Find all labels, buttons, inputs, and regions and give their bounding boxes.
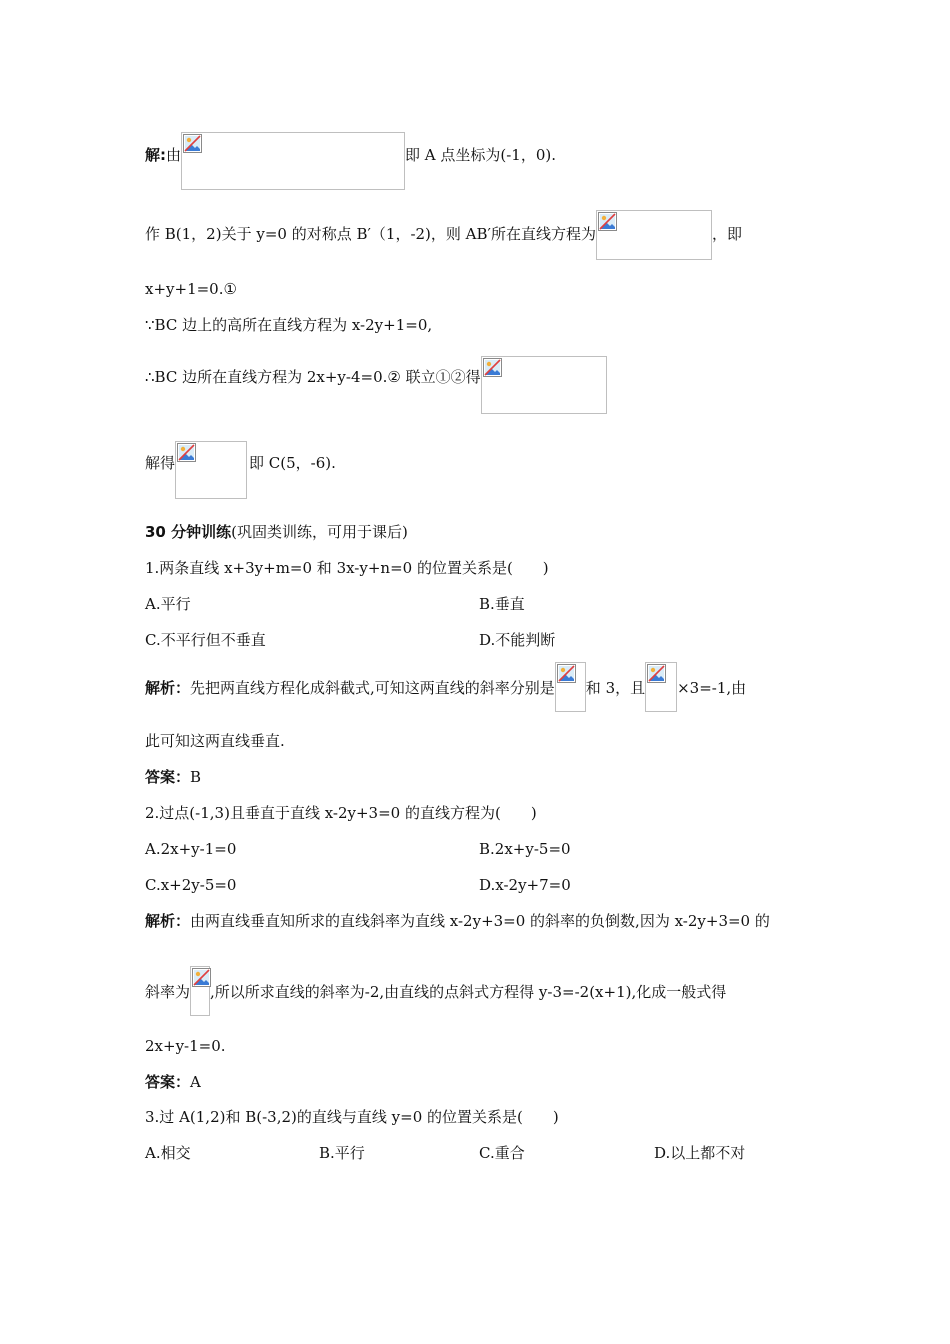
solution-text: 作 B(1，2)关于 y=0 的对称点 B′（1，-2)，则 AB′所在直线方程为 xyxy=(145,225,596,243)
answer-label: 答案： xyxy=(145,768,191,786)
q1-stem xyxy=(145,558,549,578)
q1-analysis xyxy=(145,662,746,712)
q2-option-b: B.2x+y-5=0 xyxy=(479,840,571,858)
section-subtitle: (巩固类训练，可用于课后) xyxy=(231,523,408,541)
q1-option-d: D.不能判断 xyxy=(479,631,556,649)
q3-option-c: C.重合 xyxy=(479,1144,525,1162)
analysis-text: 由两直线垂直知所求的直线斜率为直线 x-2y+3=0 的斜率的负倒数,因为 x-2y+3=0 的 xyxy=(190,912,770,930)
solution-text: 解得 xyxy=(145,454,176,472)
broken-image-icon xyxy=(647,664,666,683)
q1-option-b: B.垂直 xyxy=(479,595,525,613)
solution-text: ，即 xyxy=(711,225,742,243)
formula-image xyxy=(555,662,586,712)
q1-option-a: A.平行 xyxy=(145,595,191,613)
broken-image-icon xyxy=(177,443,196,462)
q2-option-d: D.x-2y+7=0 xyxy=(479,876,571,894)
question-text: 3.过 A(1,2)和 B(-3,2)的直线与直线 y=0 的位置关系是( ) xyxy=(145,1108,559,1126)
broken-image-icon xyxy=(192,968,211,987)
solution-line-1 xyxy=(145,132,556,190)
q1-option-c: C.不平行但不垂直 xyxy=(145,631,266,649)
answer-value: B xyxy=(190,768,202,786)
solution-line-4 xyxy=(145,315,432,335)
analysis-text: ,所以所求直线的斜率为-2,由直线的点斜式方程得 y-3=-2(x+1),化成一般式得 xyxy=(210,983,727,1001)
solution-text: 即 C(5，-6). xyxy=(249,454,336,472)
solution-label: 解: xyxy=(145,146,166,164)
question-text: 1.两条直线 x+3y+m=0 和 3x-y+n=0 的位置关系是( ) xyxy=(145,559,549,577)
q3-option-a: A.相交 xyxy=(145,1144,191,1162)
formula-image xyxy=(645,662,677,712)
solution-line-2 xyxy=(145,210,742,260)
q2-stem xyxy=(145,803,537,823)
analysis-text: 此可知这两直线垂直. xyxy=(145,732,285,750)
analysis-text: 先把两直线方程化成斜截式,可知这两直线的斜率分别是 xyxy=(190,679,555,697)
analysis-text: ×3=-1,由 xyxy=(677,679,747,697)
formula-image xyxy=(190,966,210,1016)
q2-analysis-cont xyxy=(145,966,726,1016)
solution-text: 即 A 点坐标为(-1，0). xyxy=(405,146,557,164)
solution-line-6 xyxy=(145,441,336,499)
answer-value: A xyxy=(190,1073,201,1091)
q3-stem xyxy=(145,1107,559,1127)
analysis-text: 斜率为 xyxy=(145,983,191,1001)
q3-option-d: D.以上都不对 xyxy=(654,1144,746,1162)
solution-text: 由 xyxy=(166,146,182,164)
analysis-label: 解析： xyxy=(145,912,191,930)
solution-text: ∴BC 边所在直线方程为 2x+y-4=0.② 联立①②得 xyxy=(145,368,481,386)
formula-image xyxy=(175,441,247,499)
formula-image xyxy=(481,356,607,414)
section-heading xyxy=(145,522,408,542)
solution-text: x+y+1=0.① xyxy=(145,280,237,298)
q2-answer xyxy=(145,1072,201,1092)
q1-analysis-cont xyxy=(145,731,285,751)
broken-image-icon xyxy=(557,664,576,683)
broken-image-icon xyxy=(483,358,502,377)
broken-image-icon xyxy=(183,134,202,153)
formula-image xyxy=(181,132,405,190)
answer-label: 答案： xyxy=(145,1073,191,1091)
solution-text: ∵BC 边上的高所在直线方程为 x-2y+1=0, xyxy=(145,316,433,334)
q2-analysis xyxy=(145,911,770,931)
solution-line-5 xyxy=(145,356,607,414)
analysis-label: 解析： xyxy=(145,679,191,697)
formula-image xyxy=(596,210,712,260)
question-text: 2.过点(-1,3)且垂直于直线 x-2y+3=0 的直线方程为( ) xyxy=(145,804,537,822)
q3-option-b: B.平行 xyxy=(319,1144,365,1162)
analysis-text: 和 3，且 xyxy=(585,679,646,697)
q2-option-c: C.x+2y-5=0 xyxy=(145,876,237,894)
analysis-text: 2x+y-1=0. xyxy=(145,1037,226,1055)
q2-analysis-cont2 xyxy=(145,1036,226,1056)
section-title: 30 分钟训练 xyxy=(145,523,232,541)
broken-image-icon xyxy=(598,212,617,231)
q1-answer xyxy=(145,767,201,787)
q2-option-a: A.2x+y-1=0 xyxy=(145,840,237,858)
solution-line-3 xyxy=(145,279,237,299)
